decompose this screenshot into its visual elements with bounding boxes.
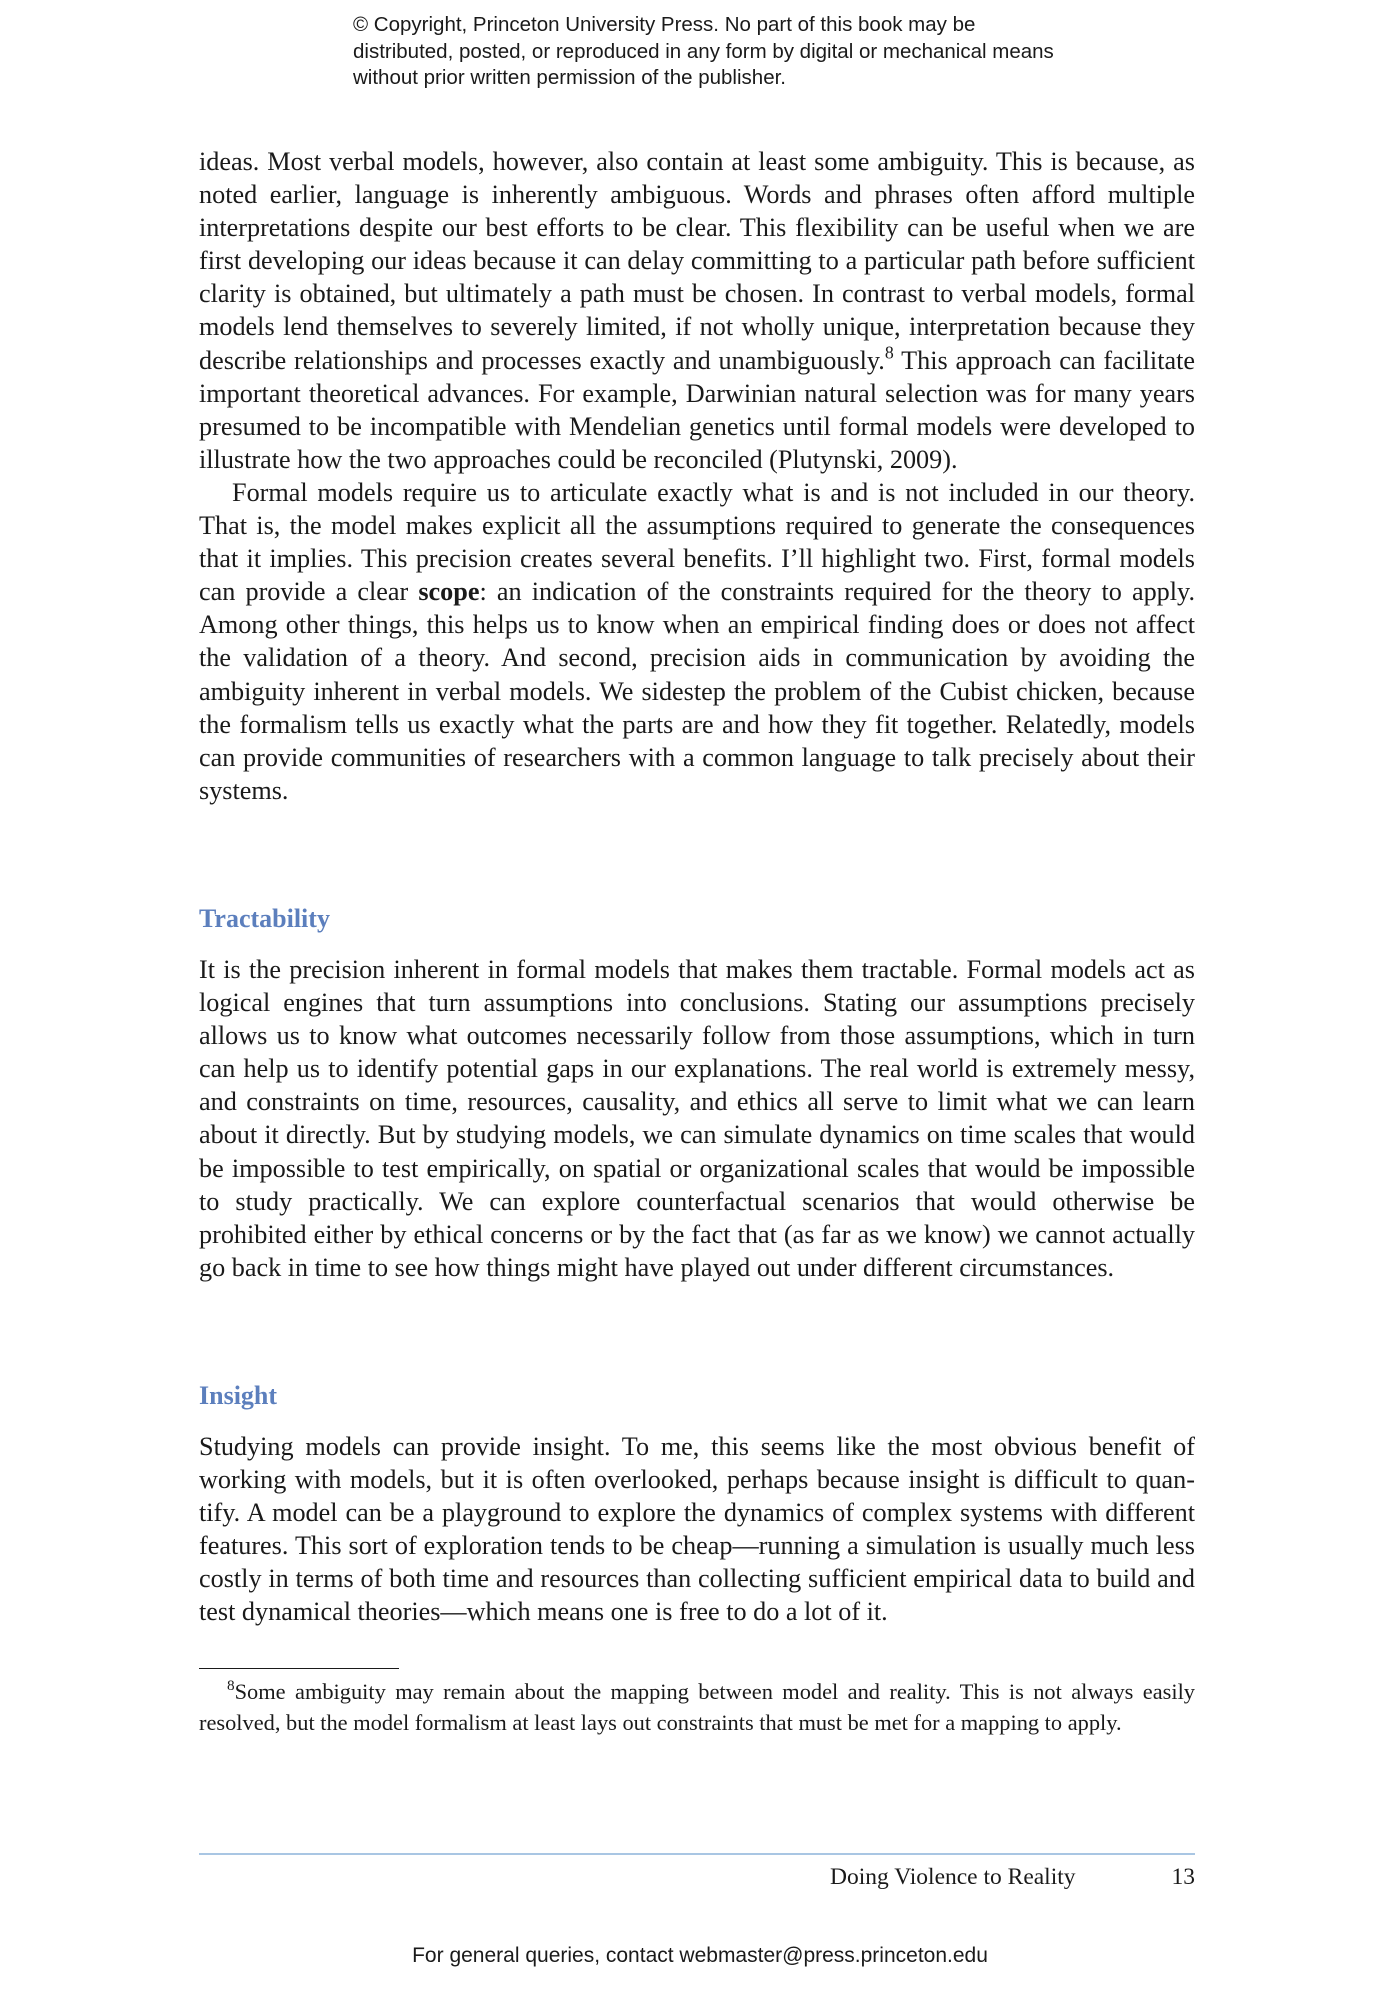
- footnote-divider: [199, 1668, 399, 1669]
- paragraph-text: Formal models require us to articulate exactly what is and is not included in our theory. That is, the model makes explicit all the assumptions required to generate the consequences that it implies. This precision creates several benefits. I’ll highlight two. First, formal models can provide a clear: [199, 477, 1195, 607]
- footnote-reference[interactable]: 8: [884, 341, 894, 362]
- paragraph-text: ideas. Most verbal models, however, also contain at least some ambiguity. This is because, as noted earlier, language is inherently ambiguous. Words and phrases often afford multiple interpretations despite our best efforts to be clear. This flexibility can be useful when we are first developing our ideas because it can delay committing to a particular path before sufficient clarity is obtained, but ultimately a path must be chosen. In contrast to verbal models, formal models lend themselves to severely limited, if not wholly unique, interpretation because they describe relationships and processes exactly and unambiguously.: [199, 147, 1195, 375]
- copyright-notice: © Copyright, Princeton University Press. No part of this book may be distributed, posted, or reproduced in any form by digital or mechanical means without prior written permission of the publisher.: [353, 13, 1054, 89]
- footnote-text: Some ambiguity may remain about the mapping between model and reality. This is not always easily resolved, but the model formalism at least lays out constraints that must be met for a mapping to apply.: [199, 1679, 1195, 1735]
- footnote-marker: 8: [227, 1676, 235, 1694]
- key-term-scope: scope: [418, 577, 480, 607]
- section-heading-insight: Insight: [199, 1381, 278, 1410]
- insight-section: [199, 1430, 1195, 1629]
- tractability-section: [199, 953, 1195, 1284]
- footer-divider: [199, 1853, 1195, 1855]
- footnote: [199, 1677, 1195, 1738]
- paragraph-formal-models: [199, 476, 1195, 807]
- contact-line: For general queries, contact webmaster@press.princeton.edu: [412, 1944, 988, 1967]
- running-title: Doing Violence to Reality: [830, 1864, 1076, 1890]
- paragraph-text: : an indication of the constraints required for the theory to apply. Among other things, this helps us to know when an empirical finding does or does not affect the validation of a theory. And second, precision aids in communication by avoiding the ambiguity inherent in verbal models. We sidestep the problem of the Cubist chicken, because the formalism tells us exactly what the parts are and how they fit together. Relatedly, models can provide communities of researchers with a common language to talk precisely about their systems.: [199, 577, 1195, 805]
- section-heading-tractability: Tractability: [199, 904, 330, 933]
- paragraph-text: This approach can facilitate important theoretical advances. For example, Darwinian natural selection was for many years presumed to be incompatible with Mendelian genetics until formal models were developed to illustrate how the two approaches could be reconciled (Plutynski, 2009).: [199, 345, 1195, 474]
- paragraph-insight: Studying models can provide insight. To me, this seems like the most obvious benefit of working with models, but it is often overlooked, perhaps because insight is difficult to quantify. A model can be a playground to explore the dynamics of complex systems with different features. This sort of exploration tends to be cheap—running a simulation is usually much less costly in terms of both time and resources than collecting sufficient empirical data to build and test dynamical theories—which means one is free to do a lot of it.: [199, 1432, 1195, 1627]
- paragraph-verbal-models: [199, 145, 1195, 476]
- opening-text: [199, 145, 1195, 807]
- page-number: 13: [1171, 1864, 1195, 1890]
- paragraph-tractability: It is the precision inherent in formal models that makes them tractable. Formal models act as logical engines that turn assumptions into conclusions. Stating our assumptions precisely allows us to know what outcomes necessarily follow from those assumptions, which in turn can help us to identify potential gaps in our explanations. The real world is extremely messy, and constraints on time, resources, causality, and ethics all serve to limit what we can learn about it directly. But by studying models, we can simulate dynamics on time scales that would be impossible to test empirically, on spatial or organizational scales that would be impossible to study practically. We can explore counterfactual scenarios that would otherwise be prohibited either by ethical concerns or by the fact that (as far as we know) we cannot actually go back in time to see how things might have played out under different circumstances.: [199, 955, 1195, 1282]
